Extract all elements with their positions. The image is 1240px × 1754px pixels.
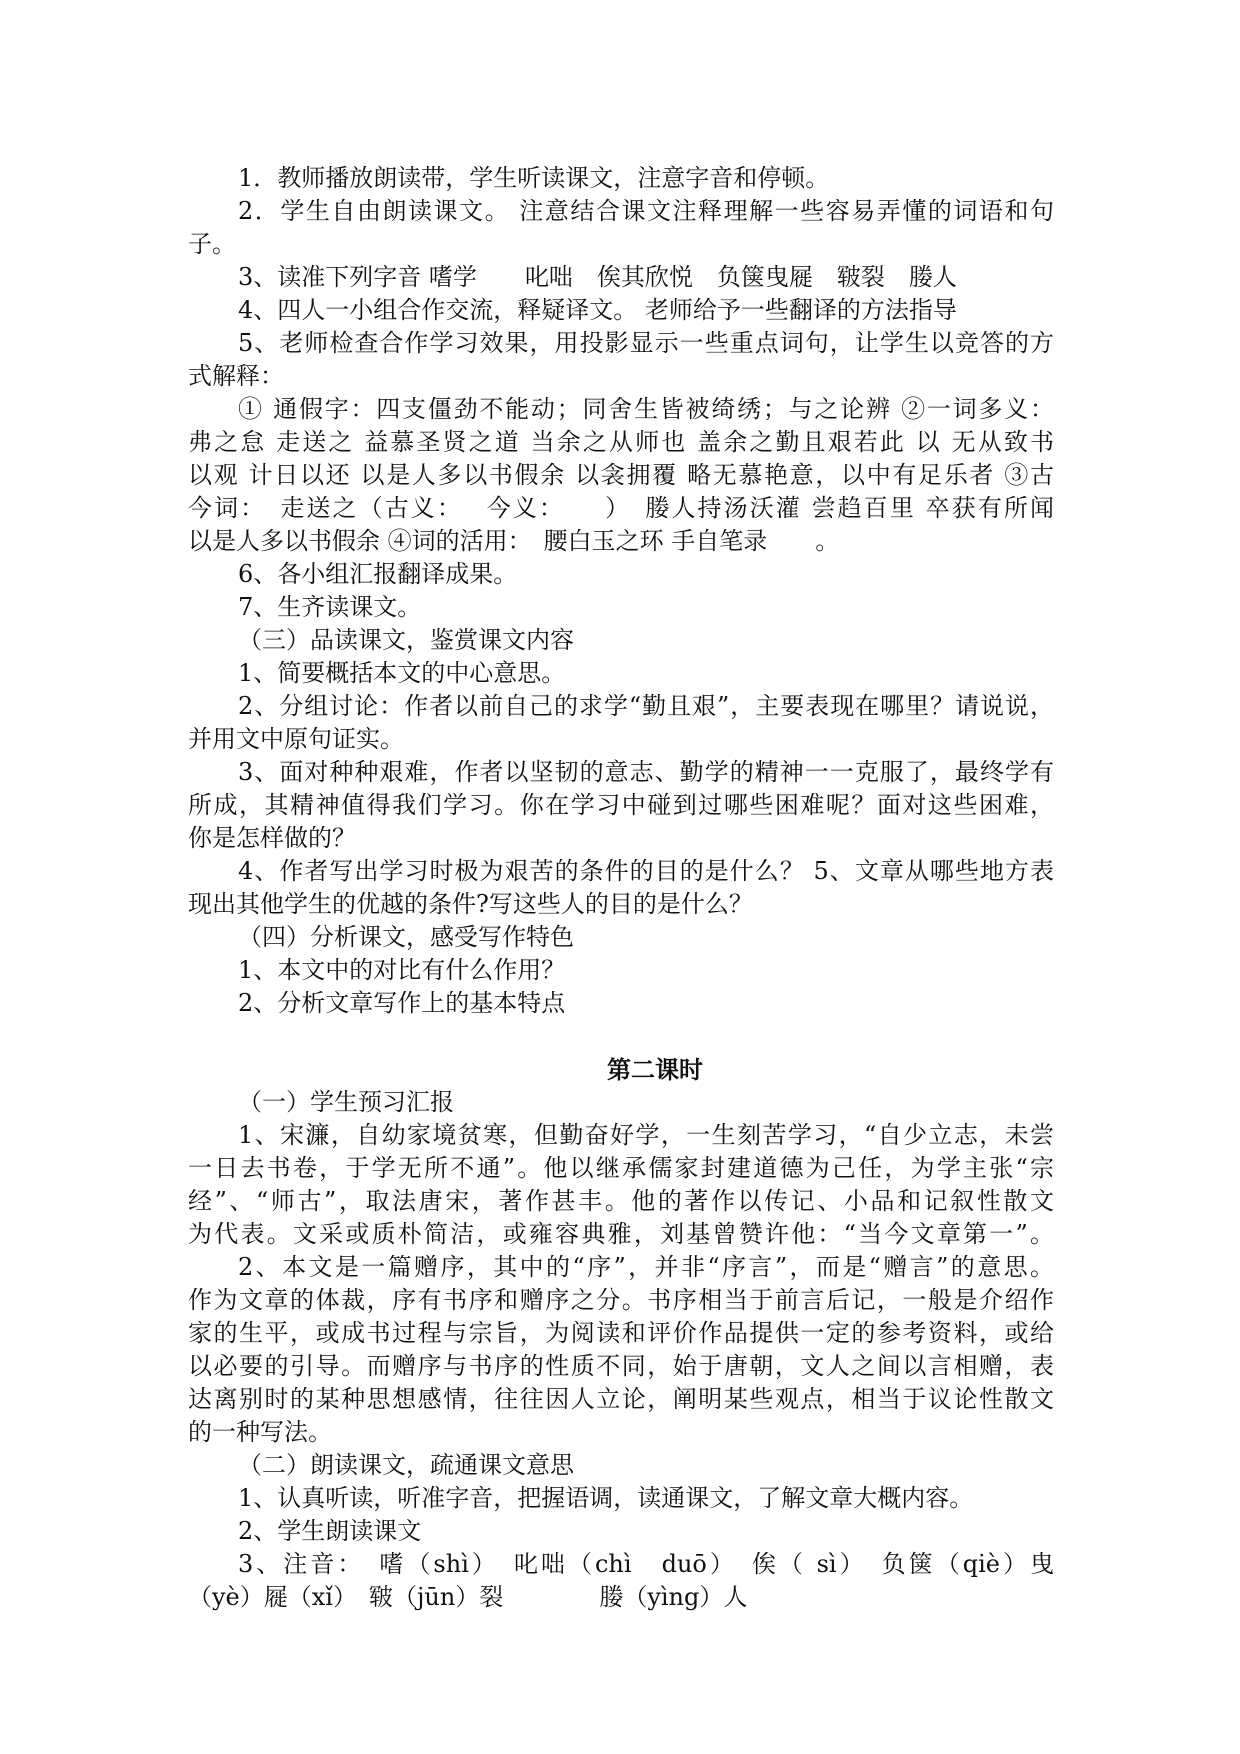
blank-line <box>188 1020 1054 1053</box>
text-line: 3、面对种种艰难，作者以坚韧的意志、勤学的精神一一克服了，最终学有 <box>238 758 1054 786</box>
text-line: 所成，其精神值得我们学习。你在学习中碰到过哪些困难呢？面对这些困难， <box>188 791 1054 819</box>
text-line: 今词： 走送之（古义： 今义： ） 媵人持汤沃灌 尝趋百里 卒获有所闻 <box>188 494 1054 522</box>
text-line: 4、作者写出学习时极为艰苦的条件的目的是什么？ 5、文章从哪些地方表 <box>238 857 1054 885</box>
text-line: 你是怎样做的？ <box>188 824 356 852</box>
text-line: 为代表。文采或质朴简洁，或雍容典雅，刘基曾赞许他：“当今文章第一”。 <box>188 1220 1054 1248</box>
section-heading: （三）品读课文，鉴赏课文内容 <box>238 626 574 654</box>
text-line: 2、学生朗读课文 <box>238 1517 422 1545</box>
text-line: 现出其他学生的优越的条件?写这些人的目的是什么？ <box>188 890 753 918</box>
text-line: 式解释： <box>188 362 284 390</box>
section-heading: （四）分析课文，感受写作特色 <box>238 923 574 951</box>
text-line: 2．学生自由朗读课文。 注意结合课文注释理解一些容易弄懂的词语和句 <box>238 197 1054 225</box>
text-line: 2、本文是一篇赠序，其中的“序”，并非“序言”，而是“赠言”的意思。 <box>238 1253 1054 1281</box>
text-line: 3、注音： 嗜（shì） 叱咄（chì duō） 俟（ sì） 负箧（qiè）曳 <box>238 1550 1054 1578</box>
text-line: 经”、“师古”，取法唐宋，著作甚丰。他的著作以传记、小品和记叙性散文 <box>188 1187 1054 1215</box>
text-line: 1、宋濂，自幼家境贫寒，但勤奋好学，一生刻苦学习，“自少立志，未尝 <box>238 1121 1054 1149</box>
text-line: ① 通假字：四支僵劲不能动；同舍生皆被绮绣；与之论辨 ②一词多义： <box>238 395 1054 423</box>
document-body <box>188 162 1054 1614</box>
section-heading: （二）朗读课文，疏通课文意思 <box>238 1451 574 1479</box>
lesson-title: 第二课时 <box>607 1055 703 1084</box>
text-line: 2、分析文章写作上的基本特点 <box>238 989 566 1017</box>
text-line: 达离别时的某种思想感情，往往因人立论，阐明某些观点，相当于议论性散文 <box>188 1385 1054 1413</box>
text-line: 子。 <box>188 230 236 258</box>
text-line: 1．教师播放朗读带，学生听读课文，注意字音和停顿。 <box>238 164 830 192</box>
text-line: 7、生齐读课文。 <box>238 593 422 621</box>
text-line: 作为文章的体裁，序有书序和赠序之分。书序相当于前言后记，一般是介绍作 <box>188 1286 1054 1314</box>
text-line: 3、读准下列字音 嗜学 叱咄 俟其欣悦 负箧曳屣 皲裂 媵人 <box>238 263 957 291</box>
text-line: 1、本文中的对比有什么作用？ <box>238 956 566 984</box>
text-line: 家的生平，或成书过程与宗旨，为阅读和评价作品提供一定的参考资料，或给 <box>188 1319 1054 1347</box>
text-line: 4、四人一小组合作交流，释疑译文。 老师给予一些翻译的方法指导 <box>238 296 957 324</box>
lesson2-section <box>188 1086 1054 1614</box>
text-line: 并用文中原句证实。 <box>188 725 404 753</box>
text-line: （yè）屣（xǐ） 皲（jūn）裂 媵（yìng）人 <box>188 1583 748 1611</box>
text-line: 以是人多以书假余 ④词的活用： 腰白玉之环 手自笔录 。 <box>188 527 840 555</box>
text-line: 1、简要概括本文的中心意思。 <box>238 659 566 687</box>
text-line: 5、老师检查合作学习效果，用投影显示一些重点词句，让学生以竞答的方 <box>238 329 1054 357</box>
text-line: 一日去书卷，于学无所不通”。他以继承儒家封建道德为己任，为学主张“宗 <box>188 1154 1054 1182</box>
text-line: 1、认真听读，听准字音，把握语调，读通课文，了解文章大概内容。 <box>238 1484 974 1512</box>
text-line: 6、各小组汇报翻译成果。 <box>238 560 518 588</box>
text-line: 弗之怠 走送之 益慕圣贤之道 当余之从师也 盖余之勤且艰若此 以 无从致书 <box>188 428 1054 456</box>
text-line: 以必要的引导。而赠序与书序的性质不同，始于唐朝，文人之间以言相赠，表 <box>188 1352 1054 1380</box>
text-line: 2、分组讨论：作者以前自己的求学“勤且艰”，主要表现在哪里？请说说， <box>238 692 1054 720</box>
text-line: 的一种写法。 <box>188 1418 332 1446</box>
section-heading: （一）学生预习汇报 <box>238 1088 454 1116</box>
lesson1-section <box>188 162 1054 1020</box>
text-line: 以观 计日以还 以是人多以书假余 以衾拥覆 略无慕艳意，以中有足乐者 ③古 <box>188 461 1054 489</box>
